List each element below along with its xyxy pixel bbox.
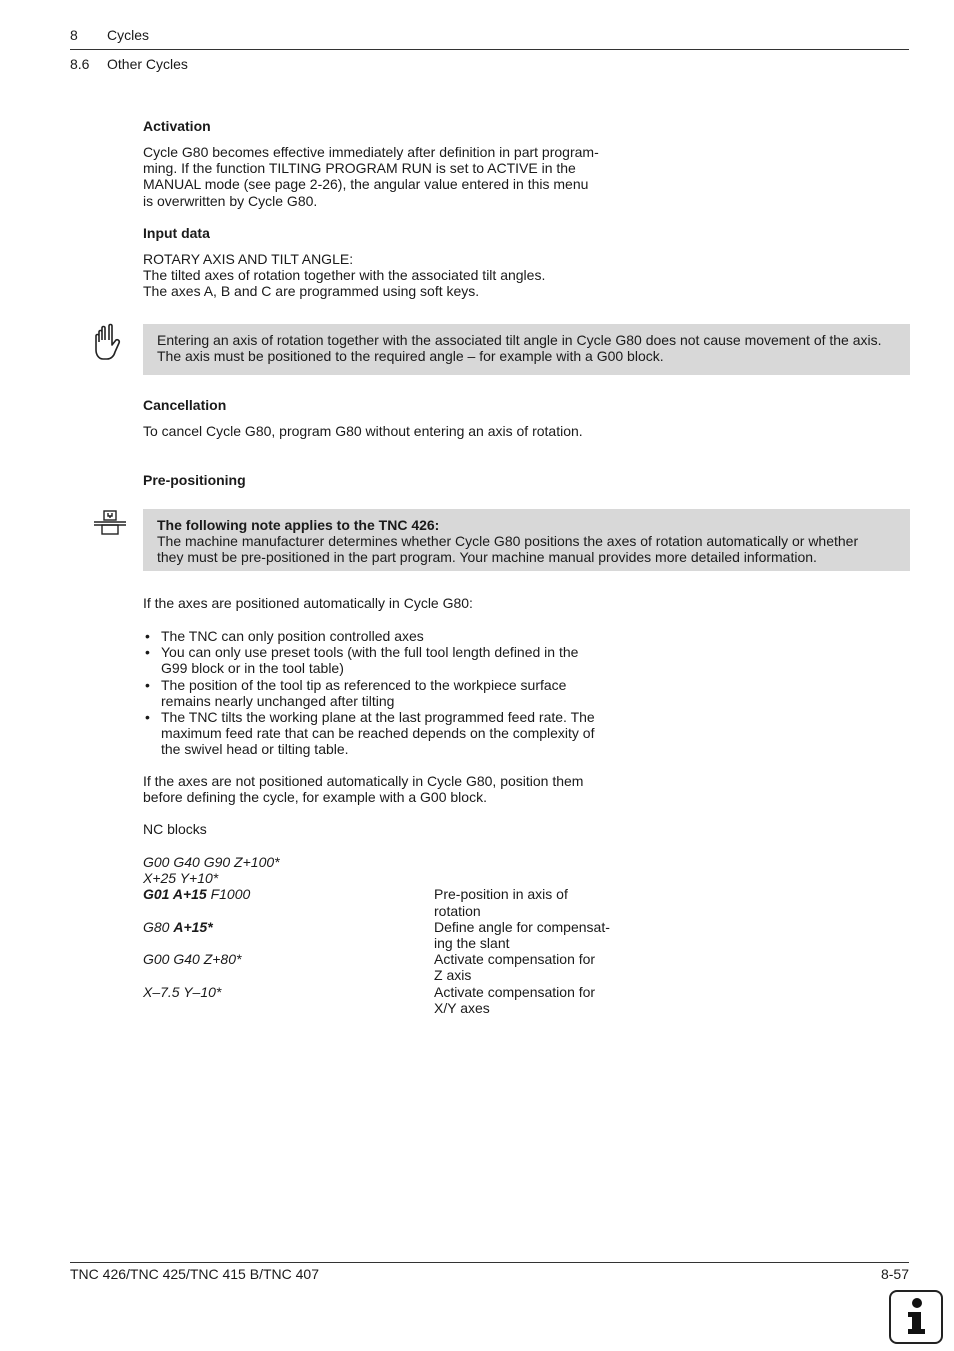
- nc-line: G00 G40 G90 Z+100*: [143, 854, 280, 870]
- list-item: • You can only use preset tools (with the full tool length defined in the G99 block or in the tool table): [143, 644, 633, 676]
- list-item: • The TNC tilts the working plane at the last programmed feed rate. The maximum feed rate that can be reached depends on the complexity of the swivel head or tilting table.: [143, 709, 633, 758]
- nc-line: X+25 Y+10*: [143, 870, 219, 887]
- cancellation-text: To cancel Cycle G80, program G80 without entering an axis of rotation.: [143, 423, 583, 439]
- running-header-section: [70, 56, 188, 72]
- activation-heading: Activation: [143, 118, 211, 134]
- note-tilt-movement: [143, 324, 910, 375]
- running-header-chapter: [70, 27, 149, 43]
- text-line: before defining the cycle, for example with a G00 block.: [143, 789, 487, 806]
- nc-code: G01 A+15 F1000: [143, 886, 251, 903]
- nc-code: X–7.5 Y–10*: [143, 983, 222, 1000]
- list-item: • The position of the tool tip as referenced to the workpiece surface remains nearly unchanged after tilting: [143, 677, 633, 709]
- bullet-list: [143, 628, 633, 758]
- nc-comment: Pre-position in axis of rotation: [434, 886, 568, 919]
- chapter-number: 8: [70, 27, 78, 43]
- info-icon[interactable]: [889, 1290, 943, 1344]
- text-line: is overwritten by Cycle G80.: [143, 192, 318, 209]
- note-tnc426: [143, 509, 910, 571]
- text-line: The tilted axes of rotation together with the associated tilt angles.: [143, 267, 546, 284]
- nc-row: [143, 886, 633, 918]
- text-line: ROTARY AXIS AND TILT ANGLE:: [143, 251, 354, 267]
- note-line: they must be pre-positioned in the part program. Your machine manual provides more detailed information.: [157, 549, 817, 565]
- header-rule: [70, 49, 909, 50]
- note-line: Entering an axis of rotation together with the associated tilt angle in Cycle G80 does not cause movement of the axis.: [157, 332, 882, 348]
- nc-blocks: [143, 854, 633, 1016]
- nc-code: G00 G40 Z+80*: [143, 951, 242, 968]
- page-footer: [70, 1266, 909, 1282]
- text-line: The axes A, B and C are programmed using soft keys.: [143, 283, 480, 300]
- cancellation-heading: Cancellation: [143, 397, 227, 413]
- auto-intro: If the axes are positioned automatically in Cycle G80:: [143, 595, 473, 611]
- note-line: The machine manufacturer determines whether Cycle G80 positions the axes of rotation automatically or whether: [157, 533, 859, 549]
- nc-row: [143, 984, 633, 1016]
- text-line: MANUAL mode (see page 2-26), the angular value entered in this menu: [143, 176, 589, 193]
- text-line: ming. If the function TILTING PROGRAM RUN is set to ACTIVE in the: [143, 160, 576, 177]
- nc-row: [143, 919, 633, 951]
- nc-blocks-label: NC blocks: [143, 821, 207, 837]
- section-title: Other Cycles: [107, 56, 188, 72]
- nc-code: G80 A+15*: [143, 918, 213, 935]
- machine-icon: [92, 510, 128, 536]
- section-number: 8.6: [70, 56, 90, 72]
- note-title: The following note applies to the TNC 426:: [157, 517, 440, 533]
- text-line: Cycle G80 becomes effective immediately after definition in part program-: [143, 144, 599, 160]
- nc-comment: Define angle for compensat- ing the slant: [434, 918, 610, 952]
- nc-comment: Activate compensation for X/Y axes: [434, 983, 596, 1016]
- footer-rule: [70, 1262, 909, 1263]
- note-line: The axis must be positioned to the required angle – for example with a G00 block.: [157, 348, 664, 364]
- hand-icon: [90, 322, 122, 364]
- input-data-text: [143, 251, 663, 300]
- list-item: • The TNC can only position controlled axes: [143, 628, 633, 644]
- activation-text: [143, 144, 623, 209]
- prepositioning-heading: Pre-positioning: [143, 472, 246, 488]
- chapter-title: Cycles: [107, 27, 150, 43]
- footer-product: TNC 426/TNC 425/TNC 415 B/TNC 407: [70, 1266, 319, 1282]
- text-line: If the axes are not positioned automatically in Cycle G80, position them: [143, 773, 584, 789]
- nc-row: [143, 951, 633, 983]
- page-number: 8-57: [880, 1266, 909, 1282]
- manual-positioning-text: [143, 773, 623, 805]
- nc-comment: Activate compensation for Z axis: [434, 951, 596, 984]
- input-data-heading: Input data: [143, 225, 210, 241]
